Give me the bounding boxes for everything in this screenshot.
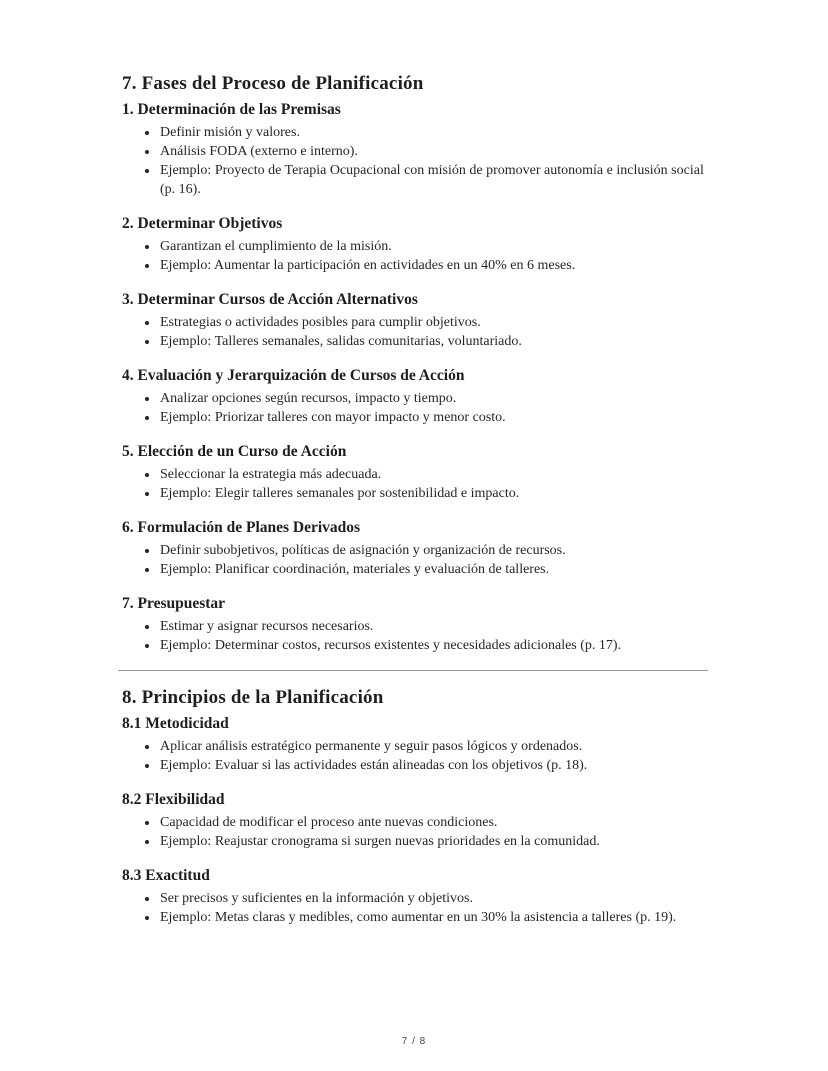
bullet-list [122, 813, 712, 851]
subsection-title: 8.2 Flexibilidad [122, 791, 225, 808]
bullet-list [122, 389, 712, 427]
subsection-evaluacion [122, 367, 712, 427]
subsection-title: 4. Evaluación y Jerarquización de Cursos de Acción [122, 367, 465, 384]
bullet-item: • Ejemplo: Proyecto de Terapia Ocupacional con misión de promover autonomía e inclusión social (p. 16). [159, 161, 712, 199]
subsection-premisas [122, 101, 712, 199]
section-divider [118, 670, 708, 671]
bullet-item: • Ejemplo: Metas claras y medibles, como aumentar en un 30% la asistencia a talleres (p. 19). [159, 908, 712, 927]
bullet-item: • Ejemplo: Planificar coordinación, materiales y evaluación de talleres. [159, 560, 712, 579]
bullet-item: • Ejemplo: Reajustar cronograma si surgen nuevas prioridades en la comunidad. [159, 832, 712, 851]
subsection-flexibilidad [122, 791, 712, 851]
subsection-title: 5. Elección de un Curso de Acción [122, 443, 347, 460]
section-8-title: 8. Principios de la Planificación [122, 687, 384, 708]
bullet-item: • Ejemplo: Talleres semanales, salidas comunitarias, voluntariado. [159, 332, 712, 351]
subsection-objetivos [122, 215, 712, 275]
bullet-item: • Aplicar análisis estratégico permanente y seguir pasos lógicos y ordenados. [159, 737, 712, 756]
bullet-list [122, 123, 712, 199]
section-7-title: 7. Fases del Proceso de Planificación [122, 73, 424, 94]
bullet-list [122, 737, 712, 775]
bullet-list [122, 889, 712, 927]
subsection-title: 7. Presupuestar [122, 595, 226, 612]
bullet-list [122, 465, 712, 503]
subsection-metodicidad [122, 715, 712, 775]
bullet-list [122, 237, 712, 275]
bullet-item: • Ser precisos y suficientes en la información y objetivos. [159, 889, 712, 908]
subsection-eleccion [122, 443, 712, 503]
page-number: 7 / 8 [401, 1036, 427, 1047]
subsection-title: 1. Determinación de las Premisas [122, 101, 341, 118]
subsection-exactitud [122, 867, 712, 927]
subsection-title: 6. Formulación de Planes Derivados [122, 519, 361, 536]
subsection-title: 8.3 Exactitud [122, 867, 210, 884]
bullet-item: • Seleccionar la estrategia más adecuada. [159, 465, 712, 484]
bullet-list [122, 617, 712, 655]
bullet-list [122, 313, 712, 351]
subsection-title: 8.1 Metodicidad [122, 715, 229, 732]
bullet-item: • Capacidad de modificar el proceso ante nuevas condiciones. [159, 813, 712, 832]
bullet-item: • Definir subobjetivos, políticas de asignación y organización de recursos. [159, 541, 712, 560]
subsection-presupuestar [122, 595, 712, 655]
subsection-title: 3. Determinar Cursos de Acción Alternativos [122, 291, 418, 308]
bullet-item: • Definir misión y valores. [159, 123, 712, 142]
bullet-list [122, 541, 712, 579]
bullet-item: • Ejemplo: Determinar costos, recursos existentes y necesidades adicionales (p. 17). [159, 636, 712, 655]
subsection-cursos-alternativos [122, 291, 712, 351]
subsection-planes-derivados [122, 519, 712, 579]
bullet-item: • Garantizan el cumplimiento de la misión. [159, 237, 712, 256]
subsection-title: 2. Determinar Objetivos [122, 215, 283, 232]
bullet-item: • Ejemplo: Aumentar la participación en actividades en un 40% en 6 meses. [159, 256, 712, 275]
bullet-item: • Analizar opciones según recursos, impacto y tiempo. [159, 389, 712, 408]
bullet-item: • Ejemplo: Priorizar talleres con mayor impacto y menor costo. [159, 408, 712, 427]
bullet-item: • Ejemplo: Evaluar si las actividades están alineadas con los objetivos (p. 18). [159, 756, 712, 775]
bullet-item: • Estrategias o actividades posibles para cumplir objetivos. [159, 313, 712, 332]
page-content [122, 72, 712, 927]
bullet-item: • Ejemplo: Elegir talleres semanales por sostenibilidad e impacto. [159, 484, 712, 503]
bullet-item: • Estimar y asignar recursos necesarios. [159, 617, 712, 636]
bullet-item: • Análisis FODA (externo e interno). [159, 142, 712, 161]
